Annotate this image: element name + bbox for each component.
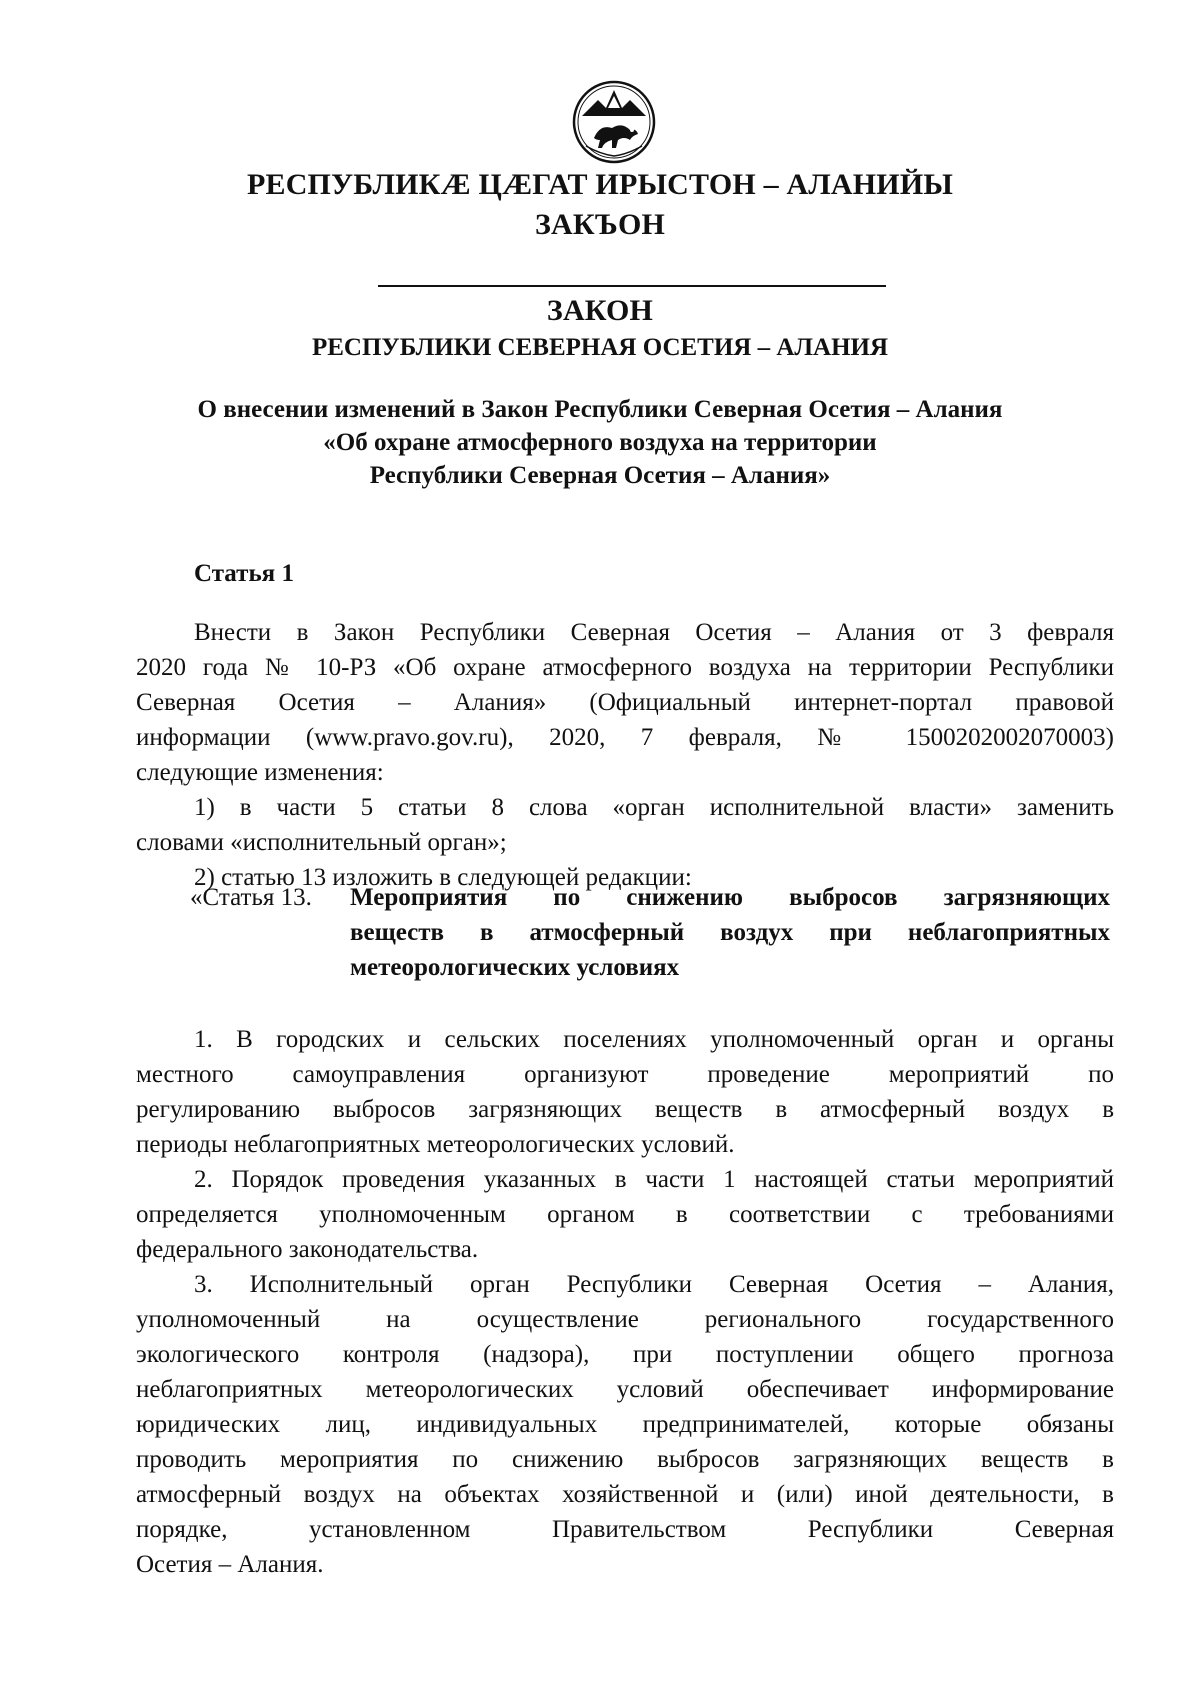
- law-title-line: «Об охране атмосферного воздуха на территории: [323, 429, 877, 456]
- article-1-body: [136, 615, 1114, 895]
- paragraph-line: экологического контроля (надзора), при поступлении общего прогноза: [136, 1341, 1114, 1368]
- paragraph-line: 1) в части 5 статьи 8 слова «орган исполнительной власти» заменить: [194, 794, 1114, 821]
- paragraph-line: следующие изменения:: [136, 759, 384, 786]
- paragraph-line: порядке, установленном Правительством Республики Северная: [136, 1516, 1114, 1543]
- article-13-title-line: Мероприятия по снижению выбросов загрязняющих: [350, 884, 1110, 911]
- article-13-part-1: [136, 1022, 1114, 1162]
- law-title-line: Республики Северная Осетия – Алания»: [369, 462, 831, 489]
- paragraph-line: федерального законодательства.: [136, 1236, 479, 1263]
- paragraph-line: 3. Исполнительный орган Республики Северная Осетия – Алания,: [194, 1271, 1114, 1298]
- header-law-russian: ЗАКОН: [546, 294, 654, 327]
- article-13-label: «Статья 13.: [190, 884, 312, 911]
- article-13-header: [190, 880, 1114, 985]
- header-republic-russian: РЕСПУБЛИКИ СЕВЕРНАЯ ОСЕТИЯ – АЛАНИЯ: [311, 334, 889, 361]
- paragraph-line: 2) статью 13 изложить в следующей редакции:: [194, 864, 692, 891]
- header-republic-ossetian: РЕСПУБЛИКӔ ЦӔГАТ ИРЫСТОН – АЛАНИЙЫ: [246, 168, 954, 201]
- article-13-title-line: метеорологических условиях: [350, 954, 680, 981]
- paragraph-line: атмосферный воздух на объектах хозяйственной и (или) иной деятельности, в: [136, 1481, 1114, 1508]
- paragraph-line: проводить мероприятия по снижению выбросов загрязняющих веществ в: [136, 1446, 1114, 1473]
- law-title-line: О внесении изменений в Закон Республики Северная Осетия – Алания: [197, 396, 1003, 423]
- paragraph-line: Внести в Закон Республики Северная Осетия – Алания от 3 февраля: [194, 619, 1114, 646]
- paragraph-line: регулированию выбросов загрязняющих веществ в атмосферный воздух в: [136, 1096, 1114, 1123]
- paragraph-line: Осетия – Алания.: [136, 1551, 324, 1578]
- paragraph-line: юридических лиц, индивидуальных предпринимателей, которые обязаны: [136, 1411, 1114, 1438]
- paragraph-line: периоды неблагоприятных метеорологических условий.: [136, 1131, 735, 1158]
- header-divider: [378, 285, 886, 287]
- header-law-ossetian: ЗАКЪОН: [534, 208, 666, 241]
- article-13-title: [350, 880, 1110, 985]
- article-13-part-3: [136, 1267, 1114, 1582]
- coat-of-arms-icon: [572, 78, 656, 164]
- paragraph-line: местного самоуправления организуют проведение мероприятий по: [136, 1061, 1114, 1088]
- paragraph-line: определяется уполномоченным органом в соответствии с требованиями: [136, 1201, 1114, 1228]
- paragraph-line: 2. Порядок проведения указанных в части 1 настоящей статьи мероприятий: [194, 1166, 1114, 1193]
- article-1-heading: Статья 1: [194, 560, 294, 587]
- paragraph-line: информации (www.pravo.gov.ru), 2020, 7 февраля, № 1500202002070003): [136, 724, 1114, 751]
- paragraph-line: 1. В городских и сельских поселениях уполномоченный орган и органы: [194, 1026, 1114, 1053]
- paragraph-line: словами «исполнительный орган»;: [136, 829, 507, 856]
- paragraph-line: Северная Осетия – Алания» (Официальный интернет-портал правовой: [136, 689, 1114, 716]
- article-13-title-line: веществ в атмосферный воздух при неблагоприятных: [350, 919, 1110, 946]
- paragraph-line: 2020 года № 10-РЗ «Об охране атмосферного воздуха на территории Республики: [136, 654, 1114, 681]
- paragraph-line: неблагоприятных метеорологических условий обеспечивает информирование: [136, 1376, 1114, 1403]
- paragraph-line: уполномоченный на осуществление регионального государственного: [136, 1306, 1114, 1333]
- law-title: [0, 393, 1200, 492]
- article-13-part-2: [136, 1162, 1114, 1267]
